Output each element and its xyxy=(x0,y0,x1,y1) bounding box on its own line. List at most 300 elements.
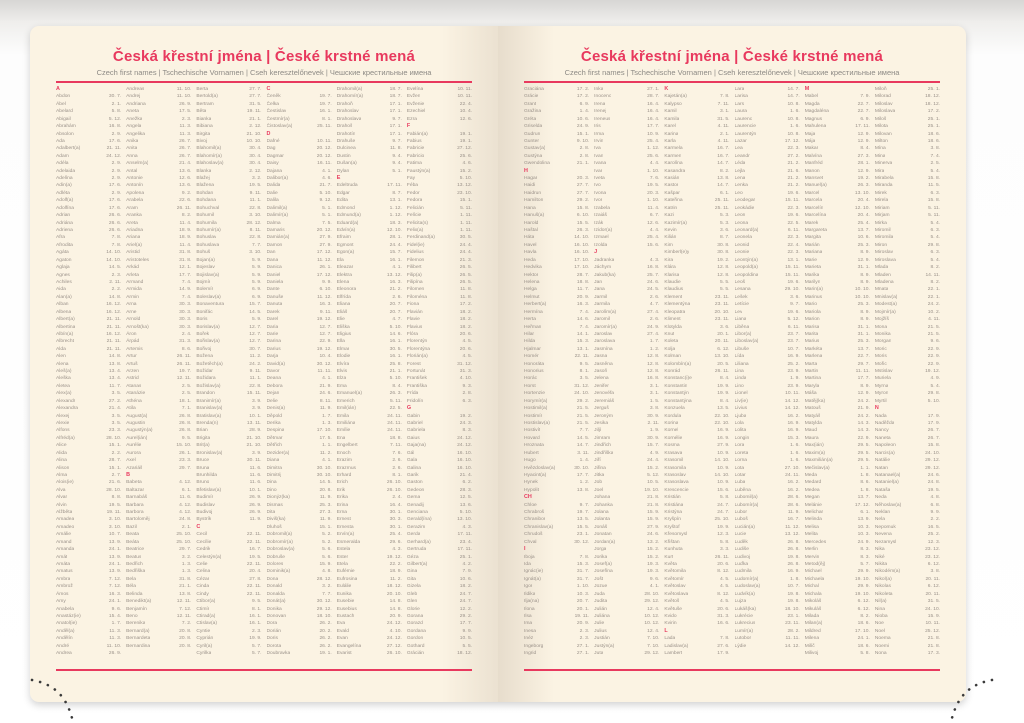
first-name: Dětmar xyxy=(266,435,283,441)
name-day-date: 15. 9. xyxy=(647,510,660,516)
first-name: Ignác(ie) xyxy=(524,569,544,575)
name-entry xyxy=(594,442,659,449)
first-name: Bonifác xyxy=(196,309,213,315)
name-entry xyxy=(664,502,729,509)
name-day-date: 22. 7. xyxy=(857,354,870,360)
first-name: Bedřich xyxy=(126,562,143,567)
name-entry xyxy=(267,138,332,145)
name-day-date: 4. 3. xyxy=(392,547,402,553)
first-name: Mahulena xyxy=(804,124,827,130)
first-name: Mercedes xyxy=(804,539,827,545)
first-name: Dora xyxy=(266,621,278,627)
first-name: Adelaida xyxy=(56,168,76,174)
name-entry xyxy=(735,324,800,331)
name-entry xyxy=(337,197,402,204)
first-name: Belinda xyxy=(126,591,143,597)
name-entry xyxy=(56,472,121,479)
name-day-date: 6. 10. xyxy=(576,213,590,219)
first-name: Horymír(a) xyxy=(524,398,548,404)
first-name: Nada xyxy=(874,413,887,419)
name-entry xyxy=(126,101,191,108)
name-entry xyxy=(664,212,729,219)
name-entry xyxy=(337,413,402,420)
name-day-date: 23. 3. xyxy=(179,458,192,464)
first-name: Beata xyxy=(126,532,139,538)
name-day-date: 16. 12. xyxy=(106,302,122,308)
name-day-date: 9. 3. xyxy=(462,383,472,389)
name-day-date: 6. 11. xyxy=(787,324,800,330)
name-day-date: 27. 1. xyxy=(576,643,590,649)
first-name: Lujza xyxy=(734,599,747,605)
name-entry xyxy=(56,494,121,501)
name-entry xyxy=(407,583,472,590)
first-name: Morgan xyxy=(874,339,892,345)
name-entry xyxy=(735,516,800,523)
name-day-date: 22. 8. xyxy=(249,383,262,389)
name-entry xyxy=(594,494,659,501)
first-name: Alois(ie) xyxy=(56,480,74,486)
first-name: Gertruda xyxy=(406,547,427,553)
name-entry xyxy=(524,316,589,323)
name-entry xyxy=(56,361,121,368)
name-day-date: 31. 8. xyxy=(179,250,192,256)
name-entry xyxy=(735,93,800,100)
name-day-date: 29. 7. xyxy=(179,547,192,553)
name-entry xyxy=(126,361,191,368)
name-day-date: 1. 11. xyxy=(460,220,472,226)
name-entry xyxy=(126,86,191,93)
name-day-date: 20. 9. xyxy=(576,621,590,627)
name-entry xyxy=(337,554,402,561)
name-day-date: 8. 12. xyxy=(717,591,730,597)
first-name: Nikol(a) xyxy=(874,576,892,582)
name-day-date: 23. 12. xyxy=(925,554,940,560)
name-entry xyxy=(875,554,940,561)
name-entry xyxy=(594,116,659,123)
first-name: Aristid xyxy=(126,250,140,256)
name-day-date: 19. 9. xyxy=(249,636,262,642)
name-entry xyxy=(267,576,332,583)
first-name: Anastáz(ie) xyxy=(56,613,81,619)
first-name: Lora xyxy=(734,443,745,449)
name-entry xyxy=(875,153,940,160)
name-day-date: 11. 11. xyxy=(785,636,800,642)
first-name: Juta xyxy=(594,651,604,657)
name-entry xyxy=(337,435,402,442)
name-entry xyxy=(594,479,659,486)
name-day-date: 27. 1. xyxy=(647,87,660,92)
name-entry xyxy=(875,472,940,479)
first-name: Athéna xyxy=(126,398,142,404)
name-entry xyxy=(126,108,191,115)
name-day-date: 5. 12. xyxy=(787,317,800,323)
first-name: Alice xyxy=(56,443,67,449)
name-entry xyxy=(594,383,659,390)
first-name: Anika xyxy=(126,138,139,144)
name-entry xyxy=(594,591,659,598)
name-entry xyxy=(735,546,800,553)
name-entry xyxy=(594,190,659,197)
name-entry xyxy=(126,524,191,531)
first-name: Koleta xyxy=(664,339,679,345)
name-entry xyxy=(875,450,940,457)
first-name: Drahomil(a) xyxy=(336,87,363,92)
name-entry xyxy=(56,168,121,175)
first-name: Elektra xyxy=(336,272,352,278)
name-entry xyxy=(407,435,472,442)
name-entry xyxy=(735,465,800,472)
first-name: Gustýna xyxy=(524,153,543,159)
first-name: Ernest xyxy=(336,517,351,523)
name-entry xyxy=(267,182,332,189)
name-entry xyxy=(805,227,870,234)
first-name: Jasna xyxy=(594,354,608,360)
first-name: Jiřina xyxy=(594,465,606,471)
name-entry xyxy=(337,353,402,360)
first-name: Chval xyxy=(524,539,537,545)
first-name: Moris xyxy=(874,354,887,360)
name-entry xyxy=(126,591,191,598)
name-day-date: 30. 9. xyxy=(647,413,660,419)
name-day-date: 6. 9. xyxy=(860,116,870,122)
first-name: Jenifer xyxy=(594,383,609,389)
name-entry xyxy=(735,279,800,286)
name-entry xyxy=(524,220,589,227)
first-name: Albrecht xyxy=(56,339,74,345)
first-name: Kristýna xyxy=(664,510,683,516)
first-name: Helena xyxy=(524,279,540,285)
name-day-date: 3. 1. xyxy=(649,391,660,397)
name-day-date: 31. 5. xyxy=(927,599,940,605)
name-entry xyxy=(735,249,800,256)
first-name: Max(ián) xyxy=(804,443,824,449)
first-name: Dajana xyxy=(266,168,283,174)
name-day-date: 4. 11. xyxy=(717,138,730,144)
name-day-date: 16. 1. xyxy=(319,109,332,115)
name-entry xyxy=(875,502,940,509)
first-name: Celina xyxy=(196,569,211,575)
first-name: Jana xyxy=(594,287,605,293)
name-entry xyxy=(524,479,589,486)
name-day-date: 17. 6. xyxy=(108,138,122,144)
name-day-date: 2. 5. xyxy=(181,383,192,389)
name-entry xyxy=(337,561,402,568)
first-name: Matouš xyxy=(804,406,821,412)
first-name: Juda xyxy=(594,591,605,597)
name-day-date: 11. 4. xyxy=(647,205,660,211)
first-name: Léda xyxy=(734,161,746,167)
name-columns xyxy=(56,86,472,660)
name-entry xyxy=(196,427,261,434)
name-entry xyxy=(664,220,729,227)
first-name: Bertold(a) xyxy=(196,94,218,100)
name-day-date: 15. 11. xyxy=(785,198,800,204)
name-day-date: 10. 3. xyxy=(857,524,870,530)
first-name: Cinda xyxy=(196,584,210,590)
name-entry xyxy=(337,93,402,100)
name-entry xyxy=(267,554,332,561)
name-day-date: 21. 9. xyxy=(319,383,332,389)
first-name: Luboš xyxy=(734,517,748,523)
name-day-date: 8. 4. xyxy=(719,398,730,404)
name-entry xyxy=(407,516,472,523)
name-entry xyxy=(664,234,729,241)
name-column xyxy=(196,86,261,660)
first-name: Jasněna xyxy=(594,361,613,367)
name-entry xyxy=(126,272,191,279)
first-name: Iboja xyxy=(524,554,535,560)
name-day-date: 8. 1. xyxy=(392,472,402,478)
name-day-date: 26. 9. xyxy=(108,651,122,657)
name-day-date: 26. 8. xyxy=(787,562,800,567)
name-day-date: 7. 7. xyxy=(251,242,262,248)
name-entry xyxy=(594,353,659,360)
name-day-date: 22. 7. xyxy=(857,101,870,107)
name-day-date: 7. 4. xyxy=(181,294,192,300)
name-day-date: 5. 5. xyxy=(462,643,472,649)
first-name: Jaroslava xyxy=(594,339,616,345)
name-day-date: 24. 11. xyxy=(785,472,800,478)
first-name: Blanka xyxy=(196,168,212,174)
name-day-date: 24. 2. xyxy=(927,302,940,308)
first-name: Nepomuk xyxy=(874,524,896,530)
first-name: Job xyxy=(594,480,603,486)
name-day-date: 7. 12. xyxy=(108,584,122,590)
name-entry xyxy=(267,301,332,308)
first-name: Budislav xyxy=(196,502,215,508)
name-entry xyxy=(805,234,870,241)
name-day-date: 14. 7. xyxy=(787,94,800,100)
first-name: Marie xyxy=(804,257,817,263)
name-day-date: 24. 11. xyxy=(387,413,402,419)
first-name: Irenej xyxy=(594,109,607,115)
first-name: Justýn(a) xyxy=(594,643,615,649)
name-day-date: 7. 9. xyxy=(860,94,870,100)
first-name: Herta xyxy=(524,317,536,323)
name-column xyxy=(594,86,659,660)
name-day-date: 9. 7. xyxy=(392,116,402,122)
name-entry xyxy=(267,93,332,100)
name-day-date: 22. 9. xyxy=(927,361,940,367)
name-day-date: 15. 3. xyxy=(787,435,800,441)
name-day-date: 8. 9. xyxy=(860,309,870,315)
first-name: Krasomila xyxy=(664,465,687,471)
name-entry xyxy=(594,257,659,264)
first-name: Ivor xyxy=(594,198,603,204)
name-entry xyxy=(196,465,261,472)
name-day-date: 21. 5. xyxy=(927,324,940,330)
first-name: Maryla xyxy=(804,383,820,389)
first-name: Izmael xyxy=(594,235,609,241)
first-name: Lucie xyxy=(734,532,747,538)
name-entry xyxy=(126,227,191,234)
name-day-date: 5. 4. xyxy=(930,383,940,389)
name-entry xyxy=(524,197,589,204)
name-entry xyxy=(594,487,659,494)
name-entry xyxy=(594,205,659,212)
name-day-date: 13. 10. xyxy=(854,190,870,196)
name-entry xyxy=(267,435,332,442)
name-day-date: 12. 11. xyxy=(176,599,192,605)
name-day-date: 19. 8. xyxy=(787,591,800,597)
name-entry xyxy=(126,620,191,627)
name-entry xyxy=(196,205,261,212)
first-name: Ábel xyxy=(56,101,66,107)
name-entry xyxy=(407,576,472,583)
name-entry xyxy=(407,197,472,204)
name-entry xyxy=(56,190,121,197)
first-name: Fidel(ie) xyxy=(406,242,425,248)
name-day-date: 31. 3. xyxy=(717,613,730,619)
name-entry xyxy=(267,205,332,212)
name-day-date: 17. 10. xyxy=(574,257,590,263)
name-day-date: 11. 11. xyxy=(855,369,870,375)
name-entry xyxy=(196,554,261,561)
name-entry xyxy=(805,413,870,420)
first-name: Fabius xyxy=(406,138,422,144)
first-name: Ariana xyxy=(126,235,141,241)
first-name: Kunhuta xyxy=(664,547,683,553)
name-entry xyxy=(56,324,121,331)
first-name: Neklan xyxy=(874,510,891,516)
name-day-date: 10. 6. xyxy=(459,576,472,582)
name-day-date: 10. 1. xyxy=(249,487,262,493)
first-name: Haštal xyxy=(524,228,538,234)
name-day-date: 16. 4. xyxy=(647,116,660,122)
name-entry xyxy=(805,383,870,390)
first-name: Lída xyxy=(734,354,745,360)
name-day-date: 22. 6. xyxy=(179,198,192,204)
name-day-date: 16. 7. xyxy=(787,517,800,523)
first-name: Ariel(a) xyxy=(126,242,142,248)
name-entry xyxy=(664,450,729,457)
name-day-date: 9. 11. xyxy=(249,190,262,196)
first-name: Benjamín xyxy=(126,606,147,612)
name-entry xyxy=(875,249,940,256)
name-day-date: 9. 4. xyxy=(392,153,402,159)
name-day-date: 24. 9. xyxy=(857,539,870,545)
first-name: Aleš(a) xyxy=(56,369,72,375)
name-entry xyxy=(664,272,729,279)
first-name: Mervin xyxy=(804,554,820,560)
name-entry xyxy=(524,583,589,590)
name-day-date: 9. 5. xyxy=(251,599,262,605)
first-name: Krasomil xyxy=(664,458,684,464)
name-entry xyxy=(407,175,472,182)
first-name: Děpold xyxy=(266,413,283,419)
name-entry xyxy=(875,606,940,613)
name-day-date: 30. 3. xyxy=(389,517,402,523)
name-day-date: 14. 10. xyxy=(714,472,730,478)
name-day-date: 22. 7. xyxy=(857,109,870,115)
name-day-date: 15. 2. xyxy=(647,547,660,553)
name-day-date: 12. 8. xyxy=(647,369,660,375)
name-entry xyxy=(337,301,402,308)
first-name: Gina xyxy=(406,569,418,575)
name-entry xyxy=(664,294,729,301)
name-day-date: 6. 7. xyxy=(649,213,660,219)
first-name: Andělín xyxy=(56,636,73,642)
first-name: Leonela xyxy=(734,235,752,241)
name-day-date: 21. 6. xyxy=(108,480,122,486)
name-day-date: 12. 9. xyxy=(857,131,870,137)
name-day-date: 6. 12. xyxy=(717,346,730,352)
name-day-date: 16. 2. xyxy=(787,413,800,419)
first-name: Ignát(a) xyxy=(524,576,541,582)
name-day-date: 26. 2. xyxy=(319,643,332,649)
name-entry xyxy=(805,331,870,338)
name-day-date: 6. 10. xyxy=(319,287,332,293)
name-entry xyxy=(196,539,261,546)
name-day-date: 9. 9. xyxy=(930,510,940,516)
name-entry xyxy=(407,338,472,345)
name-entry xyxy=(735,583,800,590)
first-name: Maura xyxy=(804,435,819,441)
first-name: Gaston xyxy=(406,480,423,486)
first-name: Beatus xyxy=(126,554,142,560)
first-name: Afra xyxy=(56,235,65,241)
name-entry xyxy=(805,182,870,189)
first-name: Doris xyxy=(266,636,278,642)
name-entry xyxy=(875,524,940,531)
first-name: Cecil xyxy=(196,532,208,538)
name-day-date: 21. 11. xyxy=(106,317,122,323)
first-name: Mája xyxy=(804,138,816,144)
name-day-date: 21. 8. xyxy=(927,643,940,649)
name-entry xyxy=(337,116,402,123)
first-name: Daniel xyxy=(266,272,281,278)
first-name: Lina xyxy=(734,369,744,375)
first-name: André xyxy=(56,643,70,649)
first-name: Ludiše xyxy=(734,547,749,553)
name-day-date: 2. 6. xyxy=(392,458,402,464)
name-day-date: 11. 3. xyxy=(109,628,122,634)
name-day-date: 13. 10. xyxy=(714,354,730,360)
name-day-date: 7. 8. xyxy=(719,636,730,642)
name-entry xyxy=(196,479,261,486)
first-name: Atanas xyxy=(126,383,142,389)
first-name: Natálie xyxy=(874,458,891,464)
name-day-date: 15. 1. xyxy=(459,198,472,204)
name-day-date: 24. 7. xyxy=(459,599,472,605)
name-day-date: 3. 9. xyxy=(251,406,262,412)
name-entry xyxy=(407,420,472,427)
name-day-date: 4. 11. xyxy=(928,317,940,323)
name-day-date: 15. 11. xyxy=(785,272,800,278)
first-name: Ena xyxy=(336,435,346,441)
name-entry xyxy=(524,606,589,613)
name-day-date: 27. 3. xyxy=(319,510,332,516)
name-entry xyxy=(407,606,472,613)
first-name: Aurel(ián) xyxy=(126,435,148,441)
name-entry xyxy=(337,331,402,338)
first-name: Miromil xyxy=(874,228,891,234)
name-day-date: 10. 3. xyxy=(576,591,590,597)
name-day-date: 30. 7. xyxy=(249,346,262,352)
name-entry xyxy=(664,338,729,345)
name-day-date: 20. 12. xyxy=(316,146,332,152)
name-entry xyxy=(664,346,729,353)
name-entry xyxy=(664,457,729,464)
name-day-date: 17. 1. xyxy=(389,101,402,107)
name-entry xyxy=(267,606,332,613)
name-day-date: 20. 10. xyxy=(714,309,730,315)
name-entry xyxy=(735,361,800,368)
name-entry xyxy=(56,234,121,241)
first-name: Ludivoj xyxy=(734,554,751,560)
first-name: Ivar xyxy=(594,168,603,174)
name-entry xyxy=(875,190,940,197)
